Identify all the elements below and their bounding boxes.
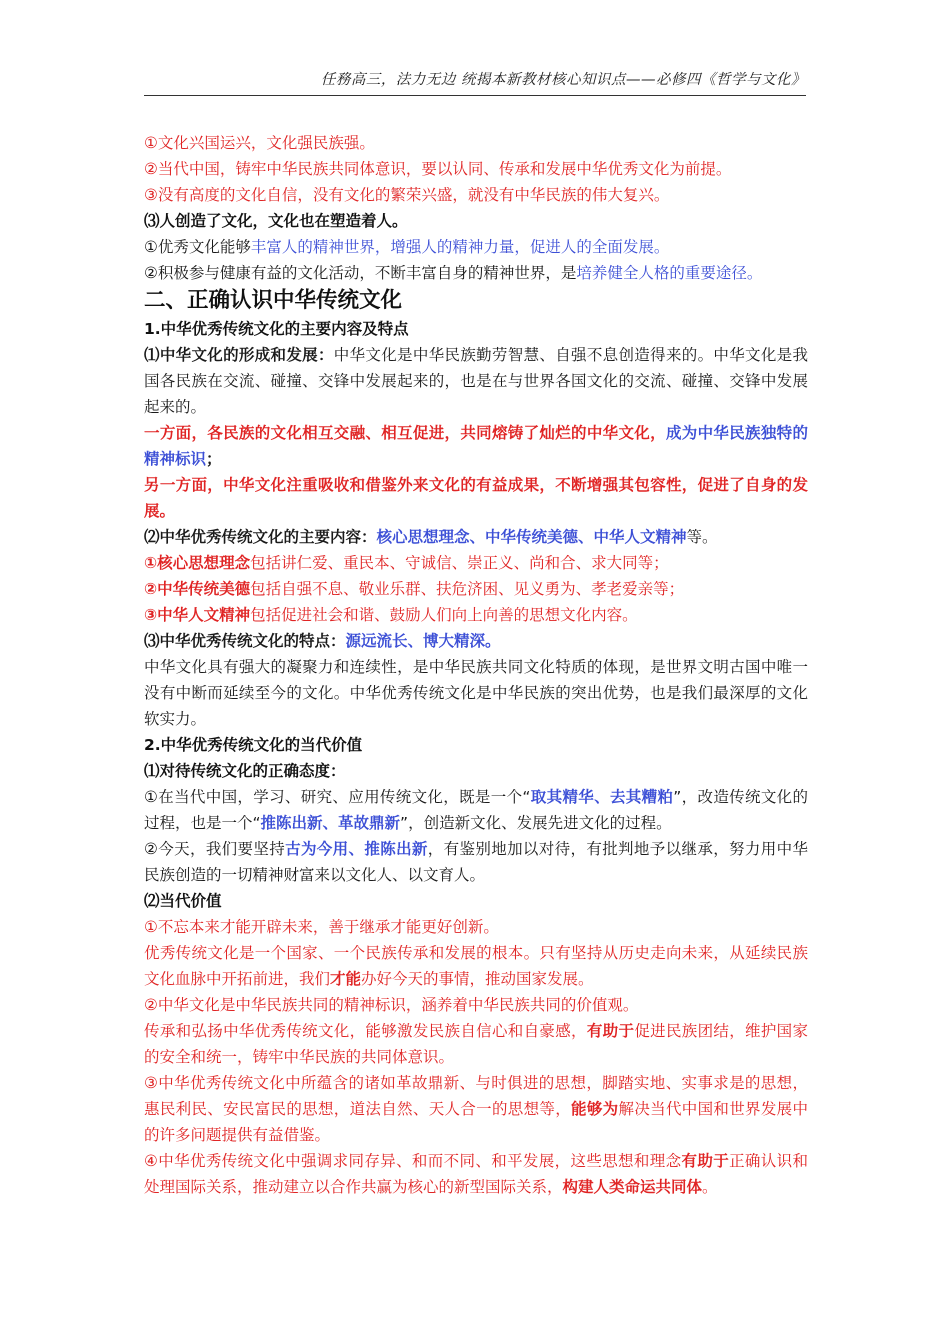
text-segment: ①在当代中国，学习、研究、应用传统文化，既是一个“	[144, 788, 531, 806]
text-segment: ，有鉴别地加以对待，有批判地予以继承，努力用中华民族创造的一切精神财富来以文化人、以文育人。	[144, 840, 808, 884]
emphasis-segment: 才能	[330, 970, 362, 988]
highlight-segment: 源远流长、博大精深。	[345, 632, 501, 650]
value-paragraph-2	[144, 1018, 808, 1070]
emphasis-segment: 有助于	[586, 1022, 635, 1040]
features-line	[144, 628, 808, 654]
text-segment: 。	[702, 1178, 718, 1196]
item-label: ①核心思想理念	[144, 554, 251, 572]
attitude-heading: ⑴对待传统文化的正确态度：	[144, 762, 346, 780]
value-point-2: ②中华文化是中华民族共同的精神标识，涵养着中华民族共同的价值观。	[144, 996, 639, 1014]
text-segment: 优秀传统文化是一个国家、一个民族传承和发展的根本。只有坚持从历史走向未来，从延续民族文化血脉中开拓前进，我们	[144, 944, 808, 988]
highlight-segment: 古为今用、推陈出新	[285, 840, 428, 858]
subsection-title-2: 2.中华优秀传统文化的当代价值	[144, 736, 363, 754]
paragraph-lead: ⑴中华文化的形成和发展：	[144, 346, 334, 364]
highlight-segment: 成为中华民族独特的精神标识	[144, 423, 808, 468]
highlight-segment: 核心思想理念、中华传统美德、中华人文精神	[376, 528, 687, 546]
culture-point-1: ①文化兴国运兴，文化强民族强。	[144, 134, 375, 152]
content-item-2	[144, 576, 808, 602]
highlight-segment: 培养健全人格的重要途径。	[576, 264, 763, 282]
value-heading: ⑵当代价值	[144, 892, 222, 910]
highlight-segment: 取其精华、去其糟粕	[530, 788, 674, 806]
paragraph-lead: ⑵中华优秀传统文化的主要内容：	[144, 528, 377, 546]
emphasis-segment: 有助于	[681, 1152, 730, 1170]
other-hand-paragraph: 另一方面，中华文化注重吸收和借鉴外来文化的有益成果，不断增强其包容性，促进了自身的发展。	[144, 475, 808, 520]
content-item-1	[144, 550, 808, 576]
item-text: 包括促进社会和谐、鼓励人们向上向善的思想文化内容。	[250, 606, 638, 624]
text-segment: ④中华优秀传统文化中强调求同存异、和而不同、和平发展，这些思想和理念	[144, 1152, 682, 1170]
item-text: 包括自强不息、敬业乐群、扶危济困、见义勇为、孝老爱亲等；	[250, 580, 685, 598]
value-point-3	[144, 1070, 808, 1148]
header-divider	[144, 95, 806, 96]
attitude-point-1	[144, 784, 808, 836]
item-label: ②中华传统美德	[144, 580, 251, 598]
document-body	[144, 130, 808, 1200]
value-point-4	[144, 1148, 808, 1200]
subheading-culture-shapes-people: ⑶人创造了文化，文化也在塑造着人。	[144, 212, 408, 230]
text-segment: 促进民族团结，维护国家的安全和统一，铸牢中华民族的共同体意识。	[144, 1022, 808, 1066]
paragraph-text: 中华文化是中华民族勤劳智慧、自强不息创造得来的。中华文化是我国各民族在交流、碰撞、交锋中发展起来的，也是在与世界各国文化的交流、碰撞、交锋中发展起来的。	[144, 346, 808, 416]
text-segment: ”，改造传统文化的过程，也是一个“	[144, 788, 808, 832]
paragraph-text: ；	[206, 449, 222, 468]
text-segment: ②积极参与健康有益的文化活动，不断丰富自身的精神世界，是	[144, 264, 577, 282]
attitude-point-2	[144, 836, 808, 888]
section-title: 二、正确认识中华传统文化	[144, 288, 403, 313]
content-item-3	[144, 602, 808, 628]
item-label: ③中华人文精神	[144, 606, 251, 624]
excellent-culture-line	[144, 234, 808, 260]
cultural-activity-line	[144, 260, 808, 286]
one-hand-paragraph	[144, 420, 808, 472]
formation-paragraph	[144, 342, 808, 420]
text-segment: 解决当代中国和世界发展中的许多问题提供有益借鉴。	[144, 1100, 808, 1144]
culture-point-2: ②当代中国，铸牢中华民族共同体意识，要以认同、传承和发展中华优秀文化为前提。	[144, 160, 732, 178]
text-segment: 传承和弘扬中华优秀传统文化，能够激发民族自信心和自豪感，	[144, 1022, 587, 1040]
text-segment: 等。	[686, 528, 718, 546]
text-segment: ③中华优秀传统文化中所蕴含的诸如革故鼎新、与时俱进的思想，脚踏实地、实事求是的思想，惠民利民、安民富民的思想，道法自然、天人合一的思想等，	[144, 1074, 808, 1118]
main-content-line	[144, 524, 808, 550]
subsection-title-1: 1.中华优秀传统文化的主要内容及特点	[144, 320, 409, 338]
paragraph-lead: ⑶中华优秀传统文化的特点：	[144, 632, 346, 650]
text-segment: ②今天，我们要坚持	[144, 840, 286, 858]
item-text: 包括讲仁爱、重民本、守诚信、崇正义、尚和合、求大同等；	[250, 554, 669, 572]
value-point-1: ①不忘本来才能开辟未来，善于继承才能更好创新。	[144, 918, 499, 936]
cohesion-paragraph: 中华文化具有强大的凝聚力和连续性，是中华民族共同文化特质的体现，是世界文明古国中唯一没有中断而延续至今的文化。中华优秀传统文化是中华民族的突出优势，也是我们最深厚的文化软实力。	[144, 658, 808, 728]
value-paragraph-1	[144, 940, 808, 992]
highlight-segment: 推陈出新、革故鼎新	[260, 814, 401, 832]
paragraph-text: 一方面，各民族的文化相互交融、相互促进，共同熔铸了灿烂的中华文化，	[144, 423, 666, 442]
text-segment: ”，创造新文化、发展先进文化的过程。	[400, 814, 672, 832]
text-segment: 正确认识和处理国际关系，推动建立以合作共赢为核心的新型国际关系，	[144, 1152, 808, 1196]
page-header: 任務高三，法力无边 统揭本新教材核心知识点——必修四《哲学与文化》	[320, 72, 806, 88]
culture-point-3: ③没有高度的文化自信，没有文化的繁荣兴盛，就没有中华民族的伟大复兴。	[144, 186, 670, 204]
text-segment: ①优秀文化能够	[144, 238, 251, 256]
text-segment: 办好今天的事情，推动国家发展。	[361, 970, 594, 988]
emphasis-segment: 构建人类命运共同体	[562, 1178, 703, 1196]
emphasis-segment: 能够为	[571, 1100, 619, 1118]
highlight-segment: 丰富人的精神世界，增强人的精神力量，促进人的全面发展。	[250, 238, 670, 256]
